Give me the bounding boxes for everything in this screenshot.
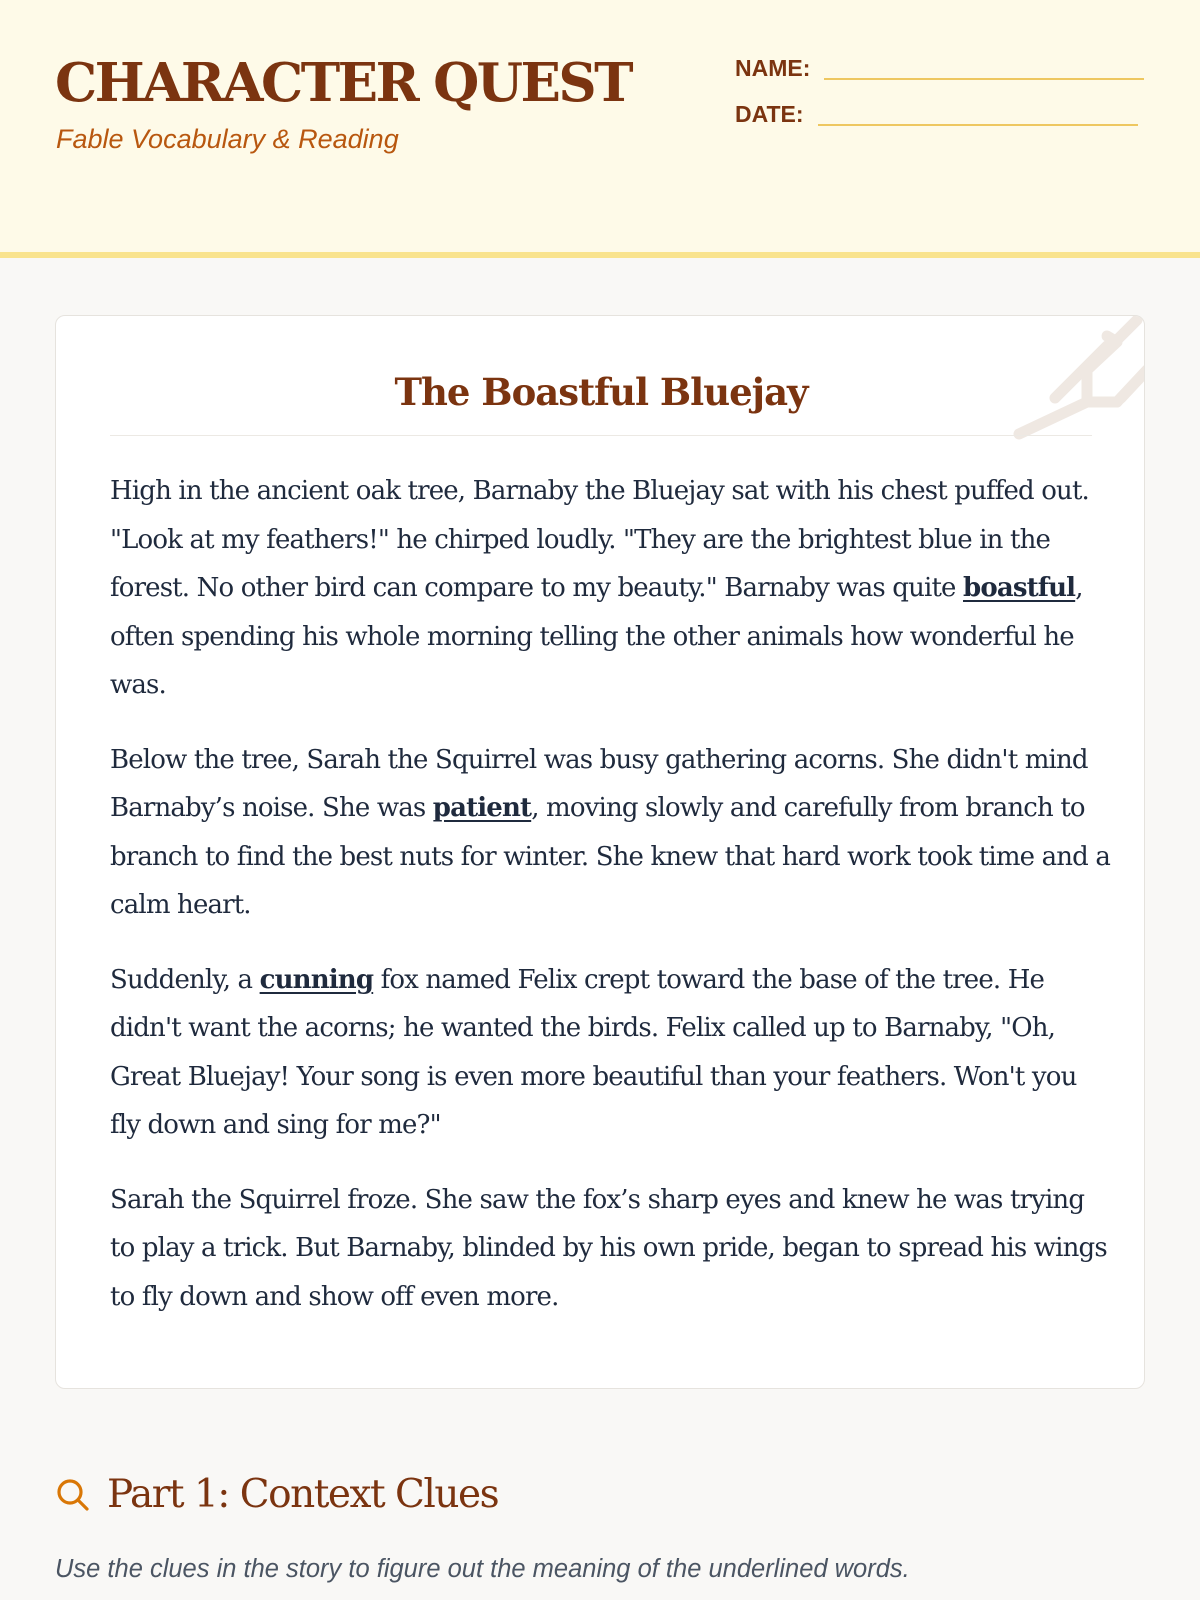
story-text: fox named Felix crept toward the base of the tree. He didn't want the acorns; he wanted the birds. Felix called up to Barnaby, "Oh, Great Bluejay! Your song is even more beautiful than your feathers. Won't you fly down and sing for me?"	[110, 964, 1077, 1140]
story-text: High in the ancient oak tree, Barnaby the Bluejay sat with his chest puffed out. "Look at my feathers!" he chirped loudly. "They are the brightest blue in the forest. No other bird can compare to my beauty." Barnaby was quite	[110, 476, 1089, 603]
story-paragraph	[110, 467, 1110, 710]
search-icon	[55, 1477, 91, 1513]
story-text: Below the tree, Sarah the Squirrel was busy gathering acorns. She didn't mind Barnaby’s noise. She was	[110, 744, 1088, 823]
story-paragraph	[110, 1176, 1110, 1322]
date-field	[735, 100, 1138, 128]
worksheet-title: CHARACTER QUEST	[55, 52, 632, 114]
story-text: , often spending his whole morning telling the other animals how wonderful he was.	[110, 573, 1083, 700]
date-label: DATE:	[735, 101, 804, 127]
story-text: Sarah the Squirrel froze. She saw the fox’s sharp eyes and knew he was trying to play a trick. But Barnaby, blinded by his own pride, began to spread his wings to fly down and show off even more.	[110, 1184, 1107, 1312]
name-field	[735, 54, 1144, 82]
title-divider	[110, 435, 1092, 436]
vocab-word: boastful	[963, 573, 1076, 603]
date-line[interactable]	[818, 124, 1138, 126]
story-text: Suddenly, a	[110, 964, 260, 995]
part1-instructions: Use the clues in the story to figure out the meaning of the underlined words.	[55, 1555, 910, 1583]
name-label: NAME:	[735, 55, 811, 81]
story-body	[110, 467, 1110, 1347]
story-paragraph	[110, 736, 1110, 930]
vocab-word: cunning	[259, 964, 374, 995]
worksheet-header	[0, 0, 1200, 258]
story-paragraph	[110, 956, 1110, 1150]
story-title: The Boastful Bluejay	[394, 370, 808, 414]
story-card	[55, 315, 1145, 1389]
story-text: , moving slowly and carefully from branch to branch to find the best nuts for winter. She knew that hard work took time and a calm heart.	[110, 793, 1111, 920]
worksheet-subtitle: Fable Vocabulary & Reading	[56, 124, 399, 154]
name-line[interactable]	[824, 78, 1144, 80]
part1-title: Part 1: Context Clues	[107, 1472, 499, 1517]
part1-heading	[55, 1472, 498, 1517]
vocab-word: patient	[432, 793, 532, 823]
